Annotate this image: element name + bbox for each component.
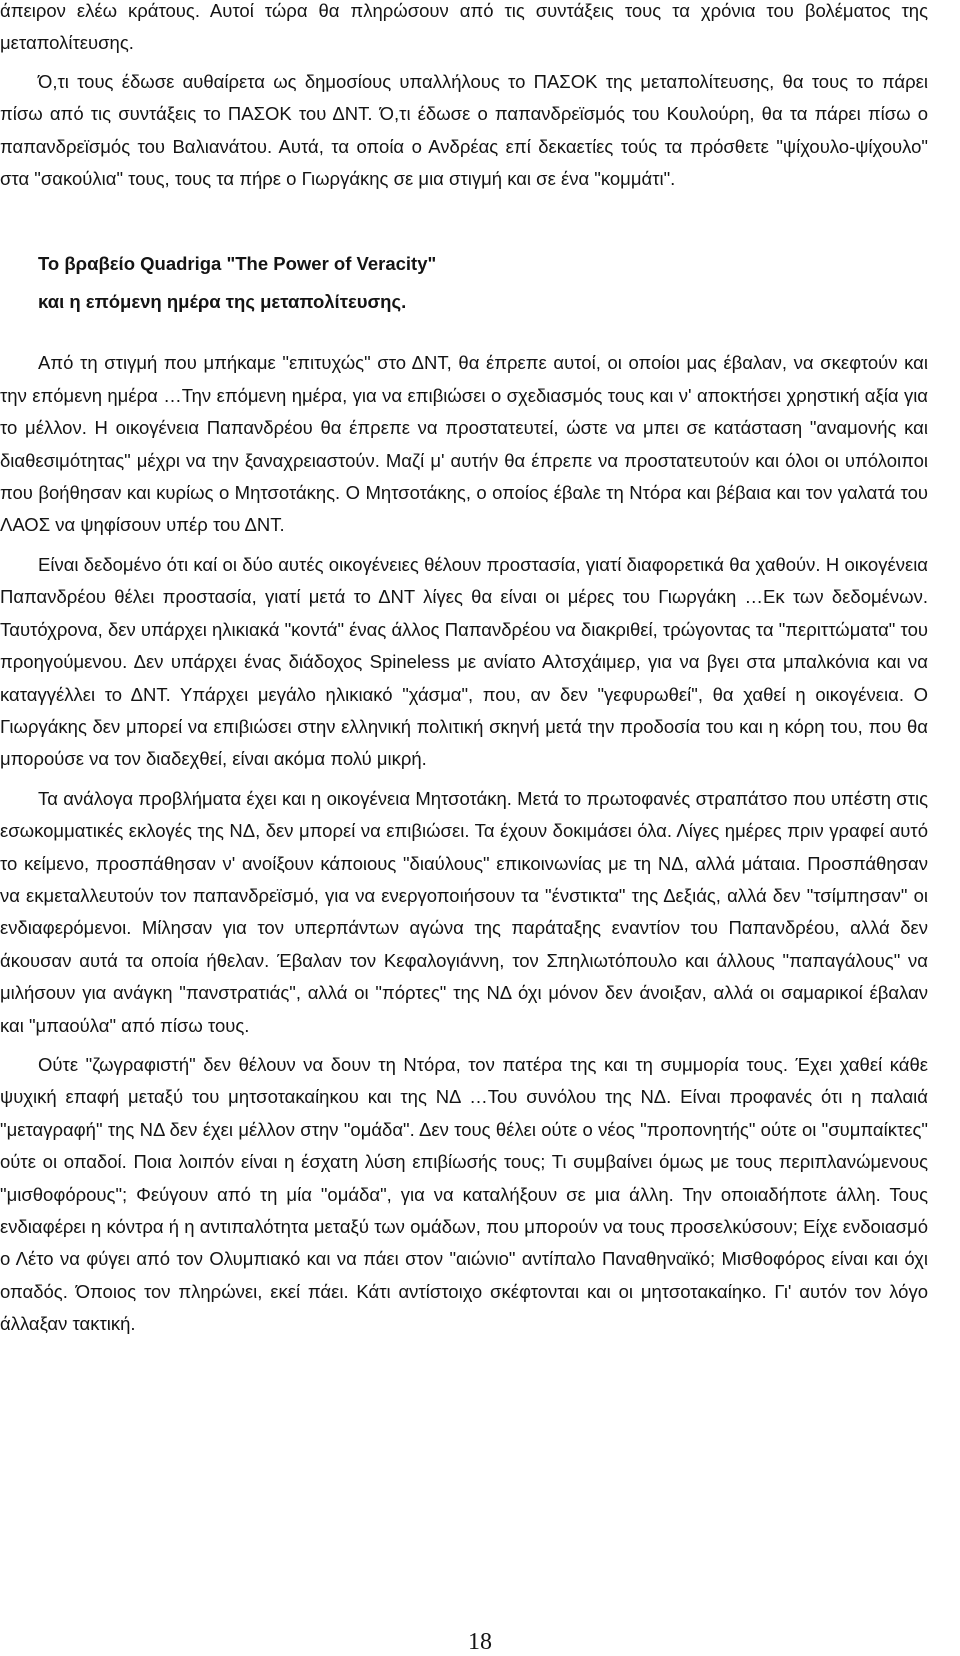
paragraph-families-protection: Είναι δεδομένο ότι καί οι δύο αυτές οικογένειες θέλουν προστασία, γιατί διαφορετικά θα χαθούν. Η οικογένεια Παπανδρέου θέλει προστασία, γιατί μετά το ΔΝΤ λίγες θα είναι οι μέρες του Γιωργάκη …Εκ των δεδομένων. Ταυτόχρονα, δεν υπάρχει ηλικιακά "κοντά" ένας άλλος Παπανδρέου να διακριθεί, τρώγοντας τα "περιττώματα" του προηγούμενου. Δεν υπάρχει ένας διάδοχος Spineless με ανίατο Αλτσχάιμερ, για να βγει στα μπαλκόνια και να καταγγέλλει το ΔΝΤ. Υπάρχει μεγάλο ηλικιακό "χάσμα", που, αν δεν "γεφυρωθεί", θα χαθεί η οικογένεια. Ο Γιωργάκης δεν μπορεί να επιβιώσει στην ελληνική πολιτική σκηνή μετά την προδοσία του και η κόρη του, που θα μπορούσε να τον διαδεχθεί, είναι ακόμα πολύ μικρή. — [0, 553, 928, 770]
page-number: 18 — [468, 1629, 492, 1655]
paragraph-mitsotakis-family: Τα ανάλογα προβλήματα έχει και η οικογένεια Μητσοτάκη. Μετά το πρωτοφανές στραπάτσο που υπέστη στις εσωκομματικές εκλογές της ΝΔ, δεν μπορεί να επιβιώσει. Τα έχουν δοκιμάσει όλα. Λίγες ημέρες πριν γραφεί αυτό το κείμενο, προσπάθησαν ν' ανοίξουν κάποιους "διαύλους" επικοινωνίας με τη ΝΔ, αλλά μάταια. Προσπάθησαν να εκμεταλλευτούν τον παπανδρεϊσμό, για να ενεργοποιήσουν τα "ένστικτα" της Δεξιάς, αλλά δεν "τσίμπησαν" οι ενδιαφερόμενοι. Μίλησαν για τον υπερπάντων αγώνα της παράταξης εναντίον του Παπανδρέου, αλλά δεν άκουσαν αυτά τα οποία ήθελαν. Έβαλαν τον Κεφαλογιάννη, τον Σπηλιωτόπουλο και άλλους "παπαγάλους" να μιλήσουν για ανάγκη "πανστρατιάς", αλλά οι "πόρτες" της ΝΔ όχι μόνον δεν άνοιξαν, αλλά οι σαμαρικοί έβαλαν και "μπαούλα" από πίσω τους. — [0, 787, 928, 1036]
paragraph-next-day: Από τη στιγμή που μπήκαμε "επιτυχώς" στο ΔΝΤ, θα έπρεπε αυτοί, οι οποίοι μας έβαλαν, να σκεφτούν και την επόμενη ημέρα …Την επόμενη ημέρα, για να επιβιώσει ο σχεδιασμός τους και ν' αποκτήσει χρηστική αξία για το μέλλον. Η οικογένεια Παπανδρέου θα έπρεπε να προστατευτεί, ώστε να μπει σε κατάσταση "αναμονής και διαθεσιμότητας" μέχρι να την ξαναχρειαστούν. Μαζί μ' αυτήν θα έπρεπε να προστατευτούν και όλοι οι υπόλοιποι που βοήθησαν και κυρίως ο Μητσοτάκης. Ο Μητσοτάκης, ο οποίος έβαλε τη Ντόρα και βέβαια και τον γαλατά του ΛΑΟΣ να ψηφίσουν υπέρ του ΔΝΤ. — [0, 352, 928, 536]
heading-line-1: Το βραβείο Quadriga "The Power of Veracity" — [38, 253, 437, 275]
paragraph-continued: άπειρον ελέω κράτους. Αυτοί τώρα θα πληρώσουν από τις συντάξεις τους τα χρόνια του βολέματος της μεταπολίτευσης. — [0, 0, 928, 54]
heading-line-2: και η επόμενη ημέρα της μεταπολίτευσης. — [38, 291, 407, 313]
section-heading — [0, 245, 928, 321]
paragraph-pasok-pension: Ό,τι τους έδωσε αυθαίρετα ως δημοσίους υπαλλήλους το ΠΑΣΟΚ της μεταπολίτευσης, θα τους το πάρει πίσω από τις συντάξεις το ΠΑΣΟΚ του ΔΝΤ. Ό,τι έδωσε ο παπανδρεϊσμός του Κουλούρη, θα τα πάρει πίσω ο παπανδρεϊσμός του Βαλιανάτου. Αυτά, τα οποία ο Ανδρέας επί δεκαετίες τούς τα πρόσθετε "ψίχουλο-ψίχουλο" στα "σακούλια" τους, τους τα πήρε ο Γιωργάκης σε μια στιγμή και σε ένα "κομμάτι". — [0, 70, 928, 190]
paragraph-mercenaries: Ούτε "ζωγραφιστή" δεν θέλουν να δουν τη Ντόρα, τον πατέρα της και τη συμμορία τους. Έχει χαθεί κάθε ψυχική επαφή μεταξύ του μητσοτακαίηκου και της ΝΔ …Του συνόλου της ΝΔ. Είναι προφανές ότι η παλαιά "μεταγραφή" της ΝΔ δεν έχει μέλλον στην "ομάδα". Δεν τους θέλει ούτε ο νέος "προπονητής" ούτε οι "συμπαίκτες" ούτε οι οπαδοί. Ποια λοιπόν είναι η έσχατη λύση επιβίωσής τους; Τι συμβαίνει όμως με τους περιπλανώμενους "μισθοφόρους"; Φεύγουν από τη μία "ομάδα", για να καταλήξουν σε μια άλλη. Την οποιαδήποτε άλλη. Τους ενδιαφέρει η κόντρα ή η αντιπαλότητα μεταξύ των ομάδων, που μπορούν να τους προσελκύσουν; Είχε ενδοιασμό ο Λέτο να φύγει από τον Ολυμπιακό και να πάει στον "αιώνιο" αντίπαλο Παναθηναϊκό; Μισθοφόρος είναι και όχι οπαδός. Όποιος τον πληρώνει, εκεί πάει. Κάτι αντίστοιχο σκέφτονται και οι μητσοτακαίηκο. Γι' αυτόν τον λόγο άλλαξαν τακτική. — [0, 1053, 928, 1335]
